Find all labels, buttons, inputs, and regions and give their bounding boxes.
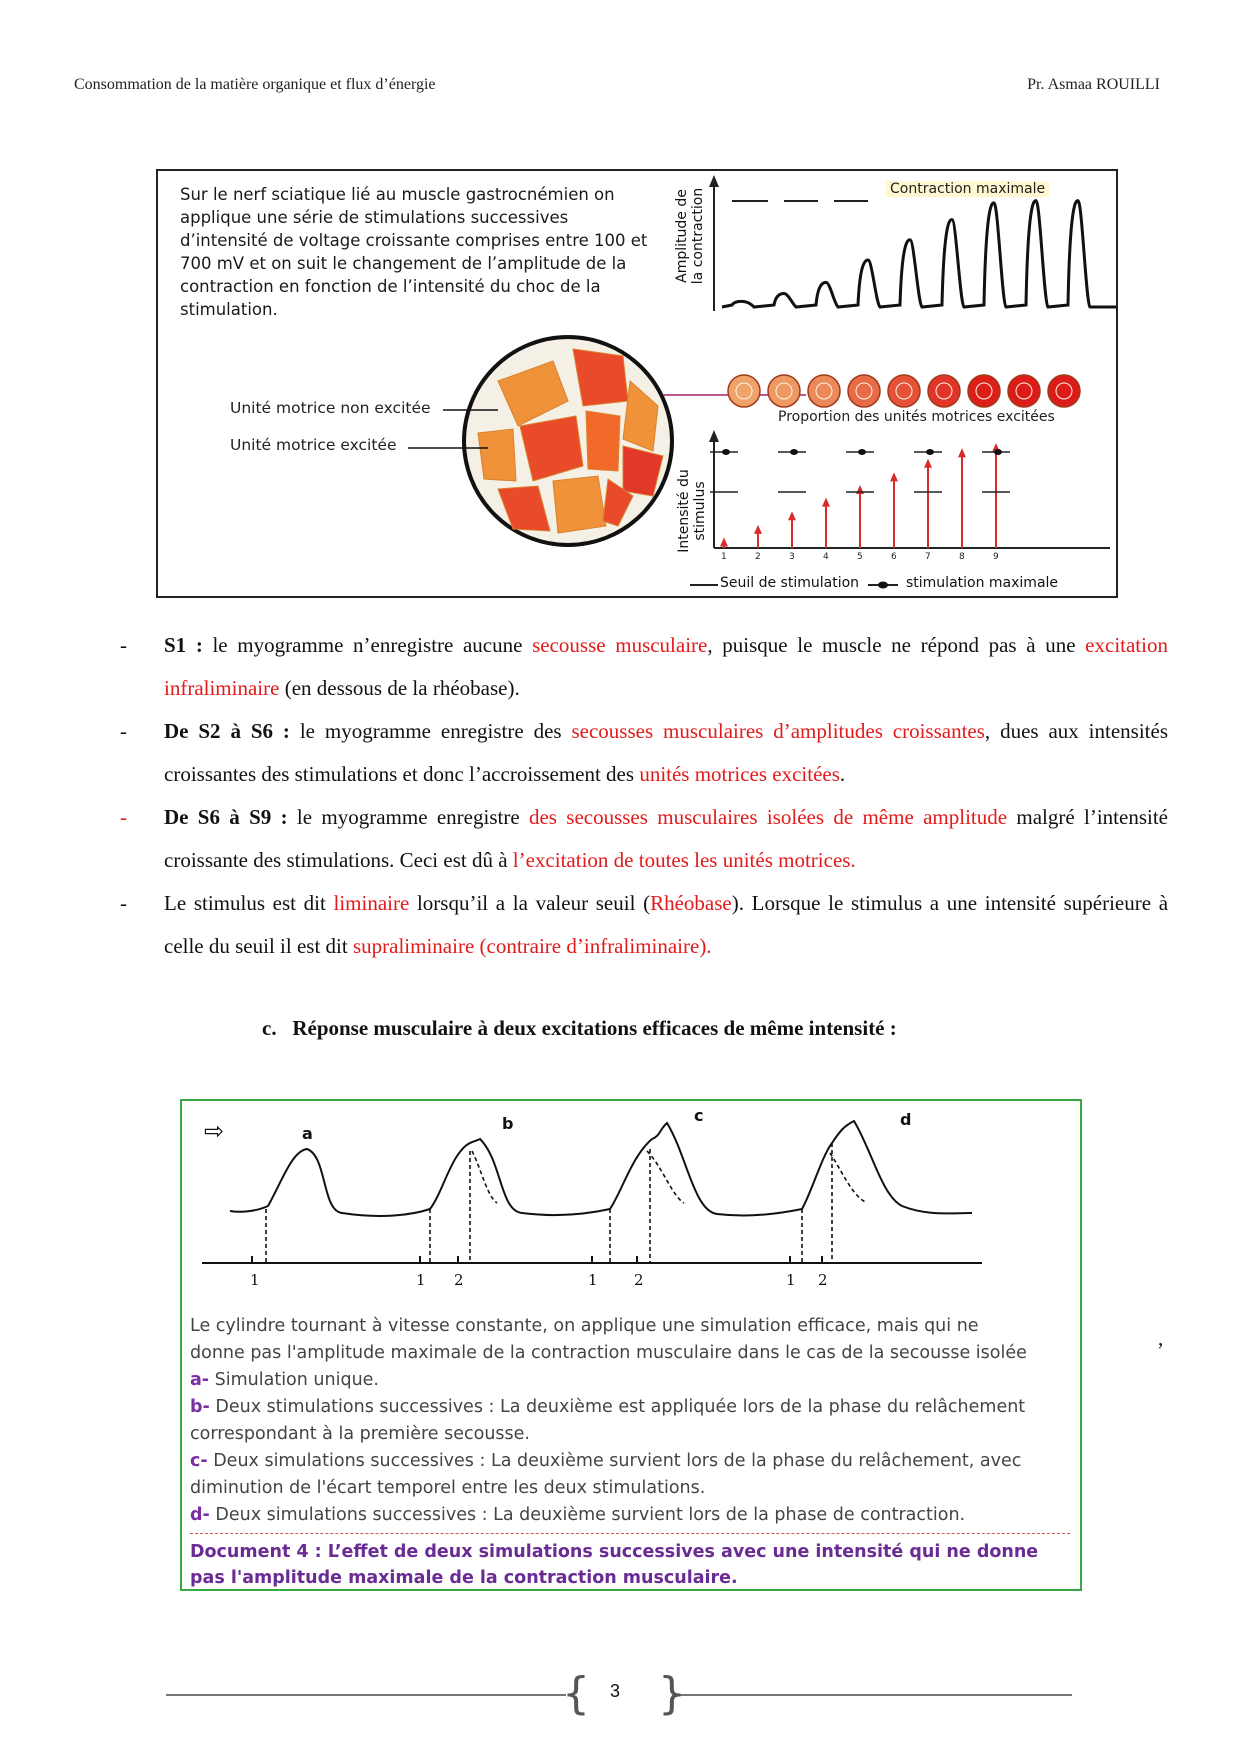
caption-divider [190, 1533, 1070, 1534]
footer-brace-right: } [658, 1668, 686, 1719]
bullet-s6-s9: - De S6 à S9 : le myogramme enregistre des secousses musculaires isolées de même amplitude malgré l’intensité croissante des stimulations. Ceci est dû à l’excitation de toutes les unités motrices. [120, 805, 1168, 872]
footer-line-left [166, 1694, 566, 1696]
max-dot [722, 449, 730, 455]
y-axis-arrow-icon [709, 430, 719, 442]
stim-label: 2 [454, 1271, 464, 1289]
stim-label: 1 [250, 1271, 260, 1289]
bullet-s2-s6: - De S2 à S6 : le myogramme enregistre des secousses musculaires d’amplitudes croissantes, dues aux intensités croissantes des stimulations et donc l’accroissement des unités motrices excitées. [120, 719, 1168, 786]
max-dot [994, 449, 1002, 455]
stim-label: 1 [416, 1271, 426, 1289]
arrow-icon: ⇨ [204, 1117, 225, 1145]
figure-2 [180, 1099, 1082, 1591]
caption-b-2: correspondant à la première secousse. [190, 1424, 530, 1444]
stimulus-number: 5 [857, 552, 863, 562]
motor-unit-circle [928, 375, 960, 407]
stimulus-arrowhead-icon [958, 448, 966, 457]
caption-b: b- Deux stimulations successives : La deuxième est appliquée lors de la phase du relâchement [190, 1397, 1026, 1417]
stim-label: 2 [818, 1271, 828, 1289]
stimulus-arrowhead-icon [720, 538, 728, 547]
footer-brace-left: { [562, 1668, 590, 1719]
motor-unit-circle [768, 375, 800, 407]
contraction-max-label: Contraction maximale [886, 181, 1049, 197]
caption-line-1: Le cylindre tournant à vitesse constante, on applique une simulation efficace, mais qui ne [190, 1316, 979, 1336]
stimulus-number: 2 [755, 552, 761, 562]
header-left: Consommation de la matière organique et flux d’énergie [74, 76, 436, 93]
motor-unit-circle [968, 375, 1000, 407]
peak-label-d: d [900, 1110, 912, 1129]
caption-line-2: donne pas l'amplitude maximale de la contraction musculaire dans le cas de la secousse isolée [190, 1343, 1027, 1363]
stimulus-number: 9 [993, 552, 999, 562]
caption-a: a- Simulation unique. [190, 1370, 379, 1390]
y-axis-arrow-icon [709, 175, 719, 187]
page-number: 3 [610, 1681, 621, 1701]
motor-unit-circle [848, 375, 880, 407]
amplitude-axis-label: Amplitude de la contraction [674, 187, 706, 285]
caption-c-2: diminution de l'écart temporel entre les deux stimulations. [190, 1478, 706, 1498]
label-excited: Unité motrice excitée [230, 436, 397, 454]
stimulus-axis-label: Intensité du stimulus [676, 469, 708, 553]
label-non-excited: Unité motrice non excitée [230, 399, 431, 417]
figure-1-intro: Sur le nerf sciatique lié au muscle gastrocnémien on applique une série de stimulations successives d’intensité de voltage croissante comprises entre 100 et 700 mV et on suit le changement de l’amplitude de la contraction en fonction de l’intensité du choc de la stimulation. [180, 185, 648, 319]
figure-1 [156, 169, 1118, 598]
stim-label: 1 [588, 1271, 598, 1289]
peak-label-a: a [302, 1124, 313, 1143]
stimulus-arrowhead-icon [924, 459, 932, 468]
max-dot [858, 449, 866, 455]
legend-max: stimulation maximale [906, 575, 1059, 591]
stimulus-chart [688, 426, 1116, 596]
bullet-liminaire: - Le stimulus est dit liminaire lorsqu’il a la valeur seuil (Rhéobase). Lorsque le stimulus a une intensité supérieure à celle du seuil il est dit supraliminaire (contraire d’infraliminaire). [120, 891, 1169, 958]
motor-unit-circle [1008, 375, 1040, 407]
stray-comma: , [1158, 1326, 1164, 1350]
section-c-heading: c. Réponse musculaire à deux excitations efficaces de même intensité : [262, 1016, 897, 1040]
legend-threshold: Seuil de stimulation [720, 575, 860, 591]
stim-label: 1 [786, 1271, 796, 1289]
footer-line-right [672, 1694, 1072, 1696]
stimulus-number: 6 [891, 552, 897, 562]
stimulus-number: 7 [925, 552, 931, 562]
stimulus-arrowhead-icon [788, 511, 796, 520]
peak-label-c: c [694, 1106, 704, 1125]
stim-label: 2 [634, 1271, 644, 1289]
caption-c: c- Deux simulations successives : La deuxième survient lors de la phase du relâchement, avec [190, 1451, 1022, 1471]
motor-unit-circle [808, 375, 840, 407]
caption-d: d- Deux simulations successives : La deuxième survient lors de la phase de contraction. [190, 1505, 966, 1525]
motor-unit-circle [1048, 375, 1080, 407]
stimulus-arrowhead-icon [890, 472, 898, 481]
peak-label-b: b [502, 1114, 514, 1133]
max-dot [926, 449, 934, 455]
myogram-chart [182, 1101, 1080, 1301]
stimulus-arrowhead-icon [822, 498, 830, 507]
motor-unit-circle [728, 375, 760, 407]
max-dot [790, 449, 798, 455]
body-text [120, 624, 1168, 968]
stimulus-number: 8 [959, 552, 965, 562]
bullet-s1: - S1 : le myogramme n’enregistre aucune secousse musculaire, puisque le muscle ne répond pas à une excitation infraliminaire (en dessous de la rhéobase). [120, 633, 1168, 700]
stimulus-number: 1 [721, 552, 727, 562]
stimulus-number: 3 [789, 552, 795, 562]
stimulus-number: 4 [823, 552, 829, 562]
motor-unit-circle [888, 375, 920, 407]
stimulus-arrowhead-icon [754, 525, 762, 534]
document-4-title: Document 4 : L’effet de deux simulations successives avec une intensité qui ne donne pas l'amplitude maximale de la contraction musculaire. [190, 1542, 1039, 1588]
header-right: Pr. Asmaa ROUILLI [1027, 76, 1160, 93]
proportion-label: Proportion des unités motrices excitées [778, 409, 1055, 425]
